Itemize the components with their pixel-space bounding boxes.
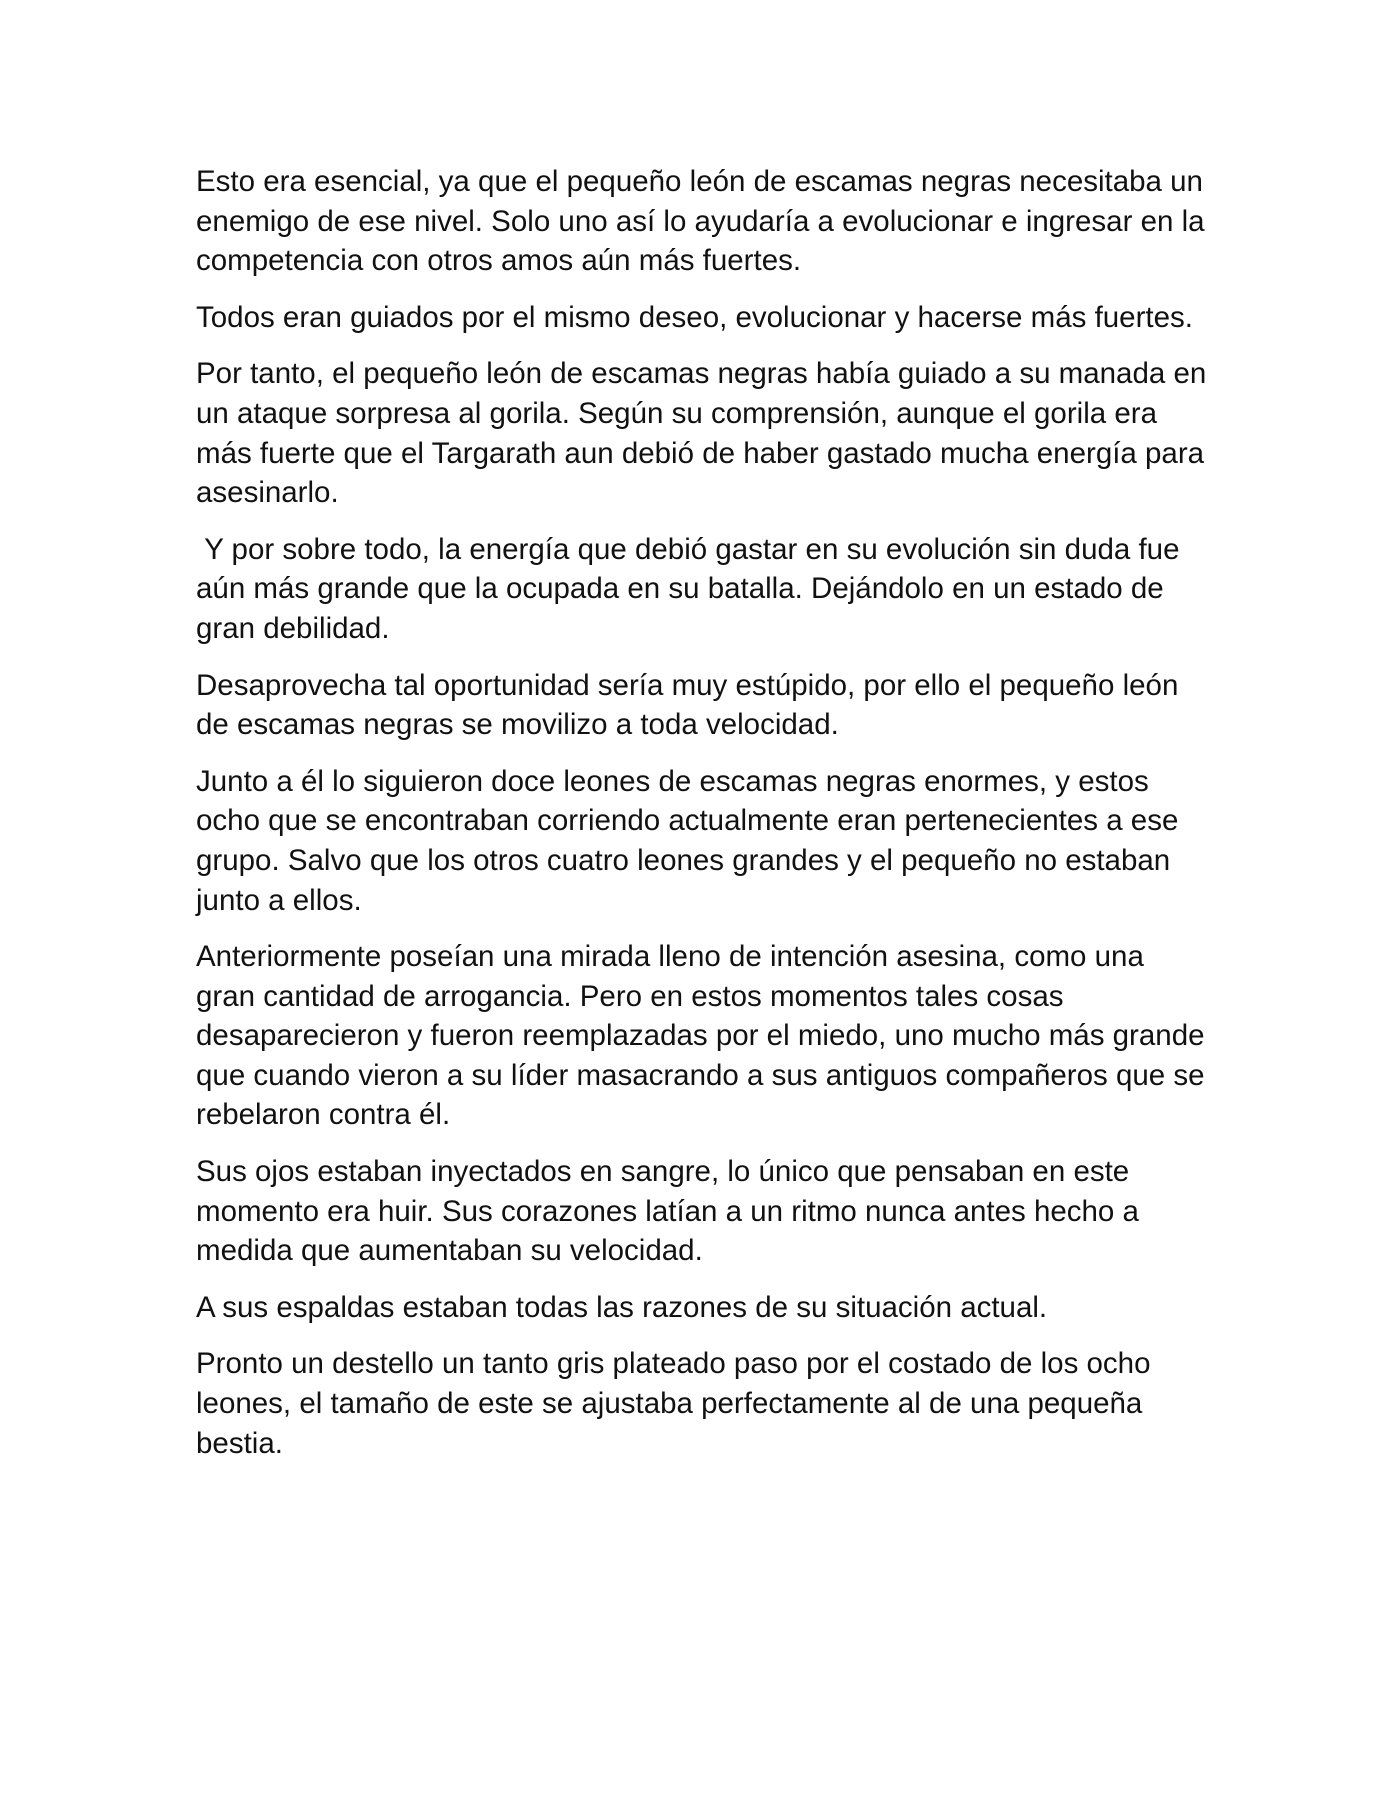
paragraph: A sus espaldas estaban todas las razones de su situación actual. — [196, 1290, 1048, 1324]
document-body — [196, 162, 1215, 1480]
paragraph: Desaprovecha tal oportunidad sería muy estúpido, por ello el pequeño león de escamas negras se movilizo a toda velocidad. — [196, 668, 1187, 742]
paragraph: Por tanto, el pequeño león de escamas negras había guiado a su manada en un ataque sorpresa al gorila. Según su comprensión, aunque el gorila era más fuerte que el Targarath aun debió de haber gastado mucha energía para asesinarlo. — [196, 357, 1215, 510]
paragraph: Anteriormente poseían una mirada lleno de intención asesina, como una gran cantidad de arrogancia. Pero en estos momentos tales cosas desaparecieron y fueron reemplazadas por el miedo, uno mucho más grande que cuando vieron a su líder masacrando a sus antiguos compañeros que se rebelaron contra él. — [196, 940, 1213, 1132]
paragraph: Sus ojos estaban inyectados en sangre, lo único que pensaban en este momento era huir. Sus corazones latían a un ritmo nunca antes hecho a medida que aumentaban su velocidad. — [196, 1155, 1148, 1268]
paragraph: Todos eran guiados por el mismo deseo, evolucionar y hacerse más fuertes. — [196, 300, 1193, 334]
paragraph: Pronto un destello un tanto gris plateado paso por el costado de los ocho leones, el tamaño de este se ajustaba perfectamente al de una pequeña bestia. — [196, 1347, 1159, 1460]
paragraph: Junto a él lo siguieron doce leones de escamas negras enormes, y estos ocho que se encontraban corriendo actualmente eran pertenecientes a ese grupo. Salvo que los otros cuatro leones grandes y el pequeño no estaban junto a ellos. — [196, 764, 1187, 917]
paragraph: Y por sobre todo, la energía que debió gastar en su evolución sin duda fue aún más grande que la ocupada en su batalla. Dejándolo en un estado de gran debilidad. — [196, 532, 1188, 645]
paragraph: Esto era esencial, ya que el pequeño león de escamas negras necesitaba un enemigo de ese nivel. Solo uno así lo ayudaría a evolucionar e ingresar en la competencia con otros amos aún más fuertes. — [196, 165, 1213, 278]
